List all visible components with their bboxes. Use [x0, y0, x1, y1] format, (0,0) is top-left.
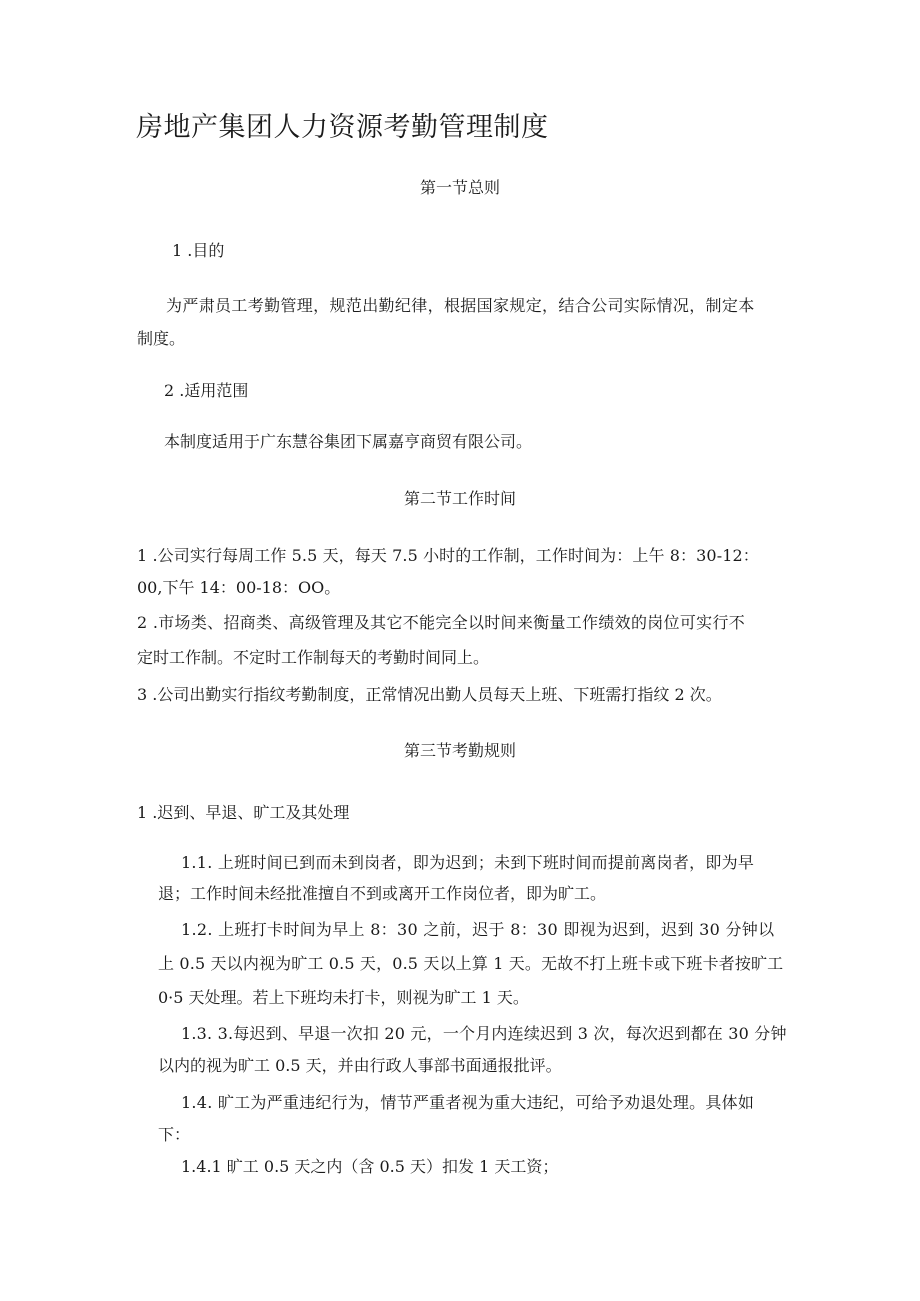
section3-heading: 第三节考勤规则: [403, 741, 516, 760]
document-title: 房地产集团人力资源考勤管理制度: [136, 112, 549, 143]
section3-p12-line2: 上 0.5 天以内视为旷工 0.5 天，0.5 天以上算 1 天。无故不打上班卡或下班卡者按旷工: [158, 954, 784, 973]
section2-p1-line1: 1 .公司实行每周工作 5.5 天，每天 7.5 小时的工作制，工作时间为：上午 8：30-12：: [137, 546, 759, 565]
section1-heading: 第一节总则: [419, 178, 500, 197]
section1-item1-label: 1 .目的: [172, 241, 225, 260]
section2-p2-line2: 定时工作制。不定时工作制每天的考勤时间同上。: [137, 648, 490, 667]
section3-item1-label: 1 .迟到、早退、旷工及其处理: [137, 803, 350, 822]
section3-p11-line1: 1.1. 上班时间已到而未到岗者，即为迟到；未到下班时间而提前离岗者，即为早: [181, 853, 755, 872]
section1-item2-label: 2 .适用范围: [164, 381, 249, 400]
section3-p11-line2: 退；工作时间未经批准擅自不到或离开工作岗位者，即为旷工。: [158, 884, 607, 903]
section2-p3-line1: 3 .公司出勤实行指纹考勤制度，正常情况出勤人员每天上班、下班需打指纹 2 次。: [137, 685, 722, 704]
section1-item1-text-line1: 为严肃员工考勤管理，规范出勤纪律，根据国家规定，结合公司实际情况，制定本: [166, 296, 755, 315]
section3-p141-line1: 1.4.1 旷工 0.5 天之内（含 0.5 天）扣发 1 天工资；: [181, 1157, 559, 1176]
section3-p12-line1: 1.2. 上班打卡时间为早上 8：30 之前，迟于 8：30 即视为迟到，迟到 30 分钟以: [181, 920, 775, 939]
section3-p12-line3: 0·5 天处理。若上下班均未打卡，则视为旷工 1 天。: [158, 988, 529, 1007]
section3-p13-line2: 以内的视为旷工 0.5 天，并由行政人事部书面通报批评。: [158, 1056, 562, 1075]
section2-heading: 第二节工作时间: [403, 489, 516, 508]
section1-item1-text-line2: 制度。: [137, 329, 186, 348]
section2-p2-line1: 2 .市场类、招商类、高级管理及其它不能完全以时间来衡量工作绩效的岗位可实行不: [137, 613, 746, 632]
section3-p14-line1: 1.4. 旷工为严重违纪行为，情节严重者视为重大违纪，可给予劝退处理。具体如: [181, 1093, 755, 1112]
section3-p14-line2: 下：: [158, 1125, 191, 1144]
section2-p1-line2: 00,下午 14：00-18：OO。: [137, 578, 341, 597]
section3-p13-line1: 1.3. 3.每迟到、早退一次扣 20 元，一个月内连续迟到 3 次，每次迟到都在 30 分钟: [181, 1024, 787, 1043]
section1-item2-text: 本制度适用于广东慧谷集团下属嘉亨商贸有限公司。: [164, 432, 533, 451]
